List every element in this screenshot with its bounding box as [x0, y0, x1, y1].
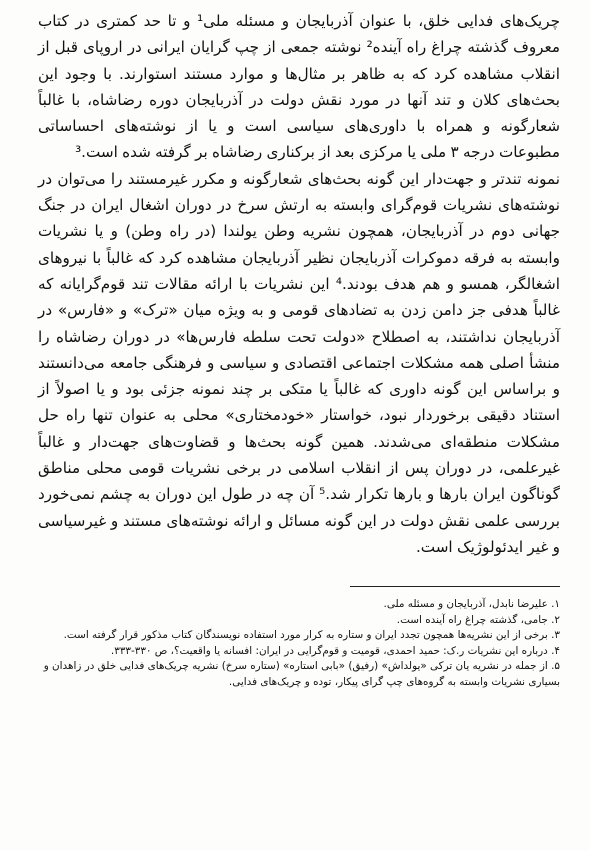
footnote-4: ۴. درباره این نشریات ر.ک: حمید احمدی، قومیت و قوم‌گرایی در ایران: افسانه یا واقعیت؟، ص ۳۳۰-۳۳۳.: [110, 644, 560, 657]
footnote-2: ۲. جامی، گذشته چراغ راه آینده است.: [396, 613, 560, 626]
footnotes: [38, 597, 560, 690]
paragraph-2: نمونه تندتر و جهت‌دار این گونه بحث‌های شعارگونه و مکرر غیرمستند را می‌توان در نوشته‌های نشریات قوم‌گرای وابسته به ارتش سرخ در دوران اشغال ایران در جنگ جهانی دوم در آذربایجان، همچون نشریه وطن یولندا (در راه وطن) و یا نشریات وابسته به فرقه دموکرات آذربایجان نظیر آذربایجان مشاهده کرد که غالباً با نیروهای اشغالگر، همسو و هم هدف بودند.⁴ این نشریات با ارائه مقالات تند قوم‌گرایانه که غالباً هدفی جز دامن زدن به تضادهای قومی و به ویژه میان «ترک» و «فارس» در آذربایجان نداشتند، به اصطلاح «دولت تحت سلطه فارس‌ها» در دوران رضاشاه را منشأ اصلی همه مشکلات اجتماعی اقتصادی و سیاسی و فرهنگی جامعه می‌دانستند و براساس این گونه داوری که غالباً یا متکی بر چند نمونه جزئی بود و یا اصولاً از استناد دقیقی برخوردار نبود، خواستار «خودمختاری» محلی به عنوان تنها راه حل مشکلات منطقه‌ای می‌شدند. همین گونه بحث‌ها و قضاوت‌های جهت‌دار و غالباً غیرعلمی، در دوران پس از انقلاب اسلامی در برخی نشریات قومی محلی مناطق گوناگون ایران بارها و بارها تکرار شد.⁵ آن چه در طول این دوران به چشم نمی‌خورد بررسی علمی نقش دولت در این گونه مسائل و ارائه نوشته‌های مستند و غیرسیاسی و غیر ایدئولوژیک است.: [38, 169, 560, 556]
footnote-5: ۵. از جمله در نشریه یان ترکی «یولداش» (رفیق) «بابی استاره» (ستاره سرخ) نشریه چریک‌های فدایی خلق در زاهدان و بسیاری نشریات وابسته به گروه‌های چپ گرای پیکار، توده و چریک‌های فدایی.: [43, 660, 560, 688]
body-text: [38, 8, 560, 560]
paragraph-1: چریک‌های فدایی خلق، با عنوان آذربایجان و مسئله ملی¹ و تا حد کمتری در کتاب معروف گذشته چراغ راه آینده² نوشته جمعی از چپ گرایان ایرانی در اروپای قبل از انقلاب مشاهده کرد که به ظاهر بر مثال‌ها و موارد مستند استوارند. با وجود این بحث‌های کلان و تند آنها در مورد نقش دولت در آذربایجان دوره رضاشاه، با غالباً شعارگونه و همراه با داوری‌های سیاسی است و یا از نوشته‌های احساساتی مطبوعات درجه ۳ ملی یا مرکزی بعد از برکناری رضاشاه بر گرفته شده است.³: [38, 12, 560, 162]
footnote-divider: [350, 586, 560, 587]
footnote-1: ۱. علیرضا نابدل، آذربایجان و مسئله ملی.: [383, 598, 560, 611]
footnote-3: ۳. برخی از این نشریه‌ها همچون تجدد ایران و ستاره به کرار مورد استفاده نویسندگان کتاب مذکور قرار گرفته است.: [63, 629, 560, 642]
